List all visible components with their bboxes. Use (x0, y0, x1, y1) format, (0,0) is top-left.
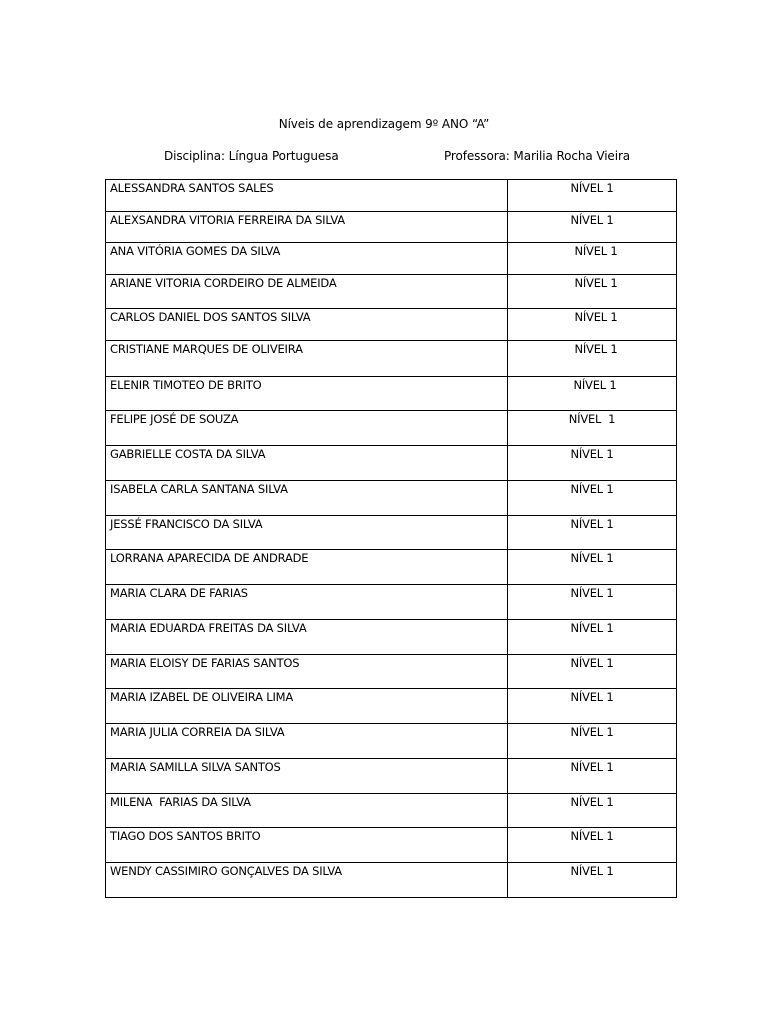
student-name: MARIA SAMILLA SILVA SANTOS (110, 760, 281, 774)
student-name: ARIANE VITORIA CORDEIRO DE ALMEIDA (110, 276, 337, 290)
student-name-cell (106, 212, 508, 243)
student-name-cell (106, 411, 508, 446)
table-row (106, 481, 677, 516)
student-level: NÍVEL 1 (570, 725, 614, 739)
student-level-cell (508, 516, 677, 550)
student-name: MARIA ELOISY DE FARIAS SANTOS (110, 656, 300, 670)
table-row (106, 550, 677, 585)
student-level: NÍVEL 1 (570, 447, 614, 461)
student-level-cell (508, 481, 677, 516)
student-name: ANA VITÓRIA GOMES DA SILVA (110, 244, 281, 258)
table-row (106, 759, 677, 794)
student-name-cell (106, 724, 508, 759)
student-name: FELIPE JOSÉ DE SOUZA (110, 412, 239, 426)
student-name-cell (106, 828, 508, 863)
student-level: NÍVEL 1 (574, 342, 618, 356)
student-level-cell (508, 689, 677, 724)
student-levels-table (105, 179, 677, 898)
table-row (106, 243, 677, 275)
student-level-cell (508, 655, 677, 689)
student-level: NÍVEL 1 (570, 181, 614, 195)
student-level-cell (508, 446, 677, 481)
student-level-cell (508, 759, 677, 794)
student-level: NÍVEL 1 (570, 690, 614, 704)
student-name-cell (106, 516, 508, 550)
student-level: NÍVEL 1 (570, 795, 614, 809)
student-name: CRISTIANE MARQUES DE OLIVEIRA (110, 342, 303, 356)
student-level-cell (508, 275, 677, 309)
student-name: ELENIR TIMOTEO DE BRITO (110, 378, 262, 392)
student-level-cell (508, 724, 677, 759)
student-name: MILENA FARIAS DA SILVA (110, 795, 251, 809)
student-level-cell (508, 341, 677, 377)
student-level-cell (508, 309, 677, 341)
table-row (106, 377, 677, 411)
student-name: MARIA IZABEL DE OLIVEIRA LIMA (110, 690, 294, 704)
student-name: ISABELA CARLA SANTANA SILVA (110, 482, 288, 496)
student-level-cell (508, 180, 677, 212)
table-row (106, 724, 677, 759)
table-row (106, 689, 677, 724)
student-level: NÍVEL 1 (573, 378, 617, 392)
student-name-cell (106, 341, 508, 377)
student-level: NÍVEL 1 (570, 829, 614, 843)
student-name-cell (106, 550, 508, 585)
student-name: TIAGO DOS SANTOS BRITO (110, 829, 261, 843)
table-row (106, 411, 677, 446)
student-level: NÍVEL 1 (568, 412, 616, 426)
student-name: LORRANA APARECIDA DE ANDRADE (110, 551, 309, 565)
student-name: CARLOS DANIEL DOS SANTOS SILVA (110, 310, 311, 324)
table-row (106, 794, 677, 828)
table-row (106, 620, 677, 655)
student-level: NÍVEL 1 (574, 276, 618, 290)
student-level: NÍVEL 1 (570, 586, 614, 600)
student-level: NÍVEL 1 (570, 517, 614, 531)
table-row (106, 180, 677, 212)
student-level-cell (508, 243, 677, 275)
student-level-cell (508, 212, 677, 243)
student-level-cell (508, 828, 677, 863)
student-name-cell (106, 794, 508, 828)
student-level-cell (508, 585, 677, 620)
student-name-cell (106, 655, 508, 689)
student-name-cell (106, 309, 508, 341)
student-name-cell (106, 446, 508, 481)
subject-label: Disciplina: Língua Portuguesa (164, 149, 339, 163)
table-row (106, 341, 677, 377)
student-level: NÍVEL 1 (570, 551, 614, 565)
student-level-cell (508, 411, 677, 446)
student-name: MARIA CLARA DE FARIAS (110, 586, 248, 600)
table-row (106, 212, 677, 243)
student-name-cell (106, 377, 508, 411)
teacher-label: Professora: Marilia Rocha Vieira (444, 149, 631, 163)
student-level-cell (508, 794, 677, 828)
student-level-cell (508, 863, 677, 898)
student-rows (106, 180, 677, 898)
table-row (106, 828, 677, 863)
student-name-cell (106, 275, 508, 309)
table-row (106, 516, 677, 550)
student-level: NÍVEL 1 (570, 656, 614, 670)
student-name: ALEXSANDRA VITORIA FERREIRA DA SILVA (110, 213, 345, 227)
table-row (106, 863, 677, 898)
student-name: WENDY CASSIMIRO GONÇALVES DA SILVA (110, 864, 342, 878)
student-name-cell (106, 180, 508, 212)
student-name-cell (106, 243, 508, 275)
student-level: NÍVEL 1 (570, 213, 614, 227)
student-name-cell (106, 759, 508, 794)
student-level: NÍVEL 1 (570, 760, 614, 774)
table-row (106, 585, 677, 620)
page-title: Níveis de aprendizagem 9º ANO “A” (278, 117, 490, 131)
student-name-cell (106, 863, 508, 898)
student-level-cell (508, 550, 677, 585)
student-name-cell (106, 689, 508, 724)
student-name: JESSÉ FRANCISCO DA SILVA (110, 517, 263, 531)
table-row (106, 309, 677, 341)
student-level-cell (508, 377, 677, 411)
student-level: NÍVEL 1 (574, 310, 618, 324)
student-name: MARIA EDUARDA FREITAS DA SILVA (110, 621, 307, 635)
student-name-cell (106, 585, 508, 620)
student-level: NÍVEL 1 (574, 244, 618, 258)
table-row (106, 655, 677, 689)
student-level-cell (508, 620, 677, 655)
student-name: ALESSANDRA SANTOS SALES (110, 181, 274, 195)
student-level: NÍVEL 1 (570, 864, 614, 878)
student-name: GABRIELLE COSTA DA SILVA (110, 447, 266, 461)
table-row (106, 446, 677, 481)
student-name-cell (106, 620, 508, 655)
table-row (106, 275, 677, 309)
student-level: NÍVEL 1 (570, 621, 614, 635)
student-name: MARIA JULIA CORREIA DA SILVA (110, 725, 285, 739)
student-level: NÍVEL 1 (570, 482, 614, 496)
student-name-cell (106, 481, 508, 516)
